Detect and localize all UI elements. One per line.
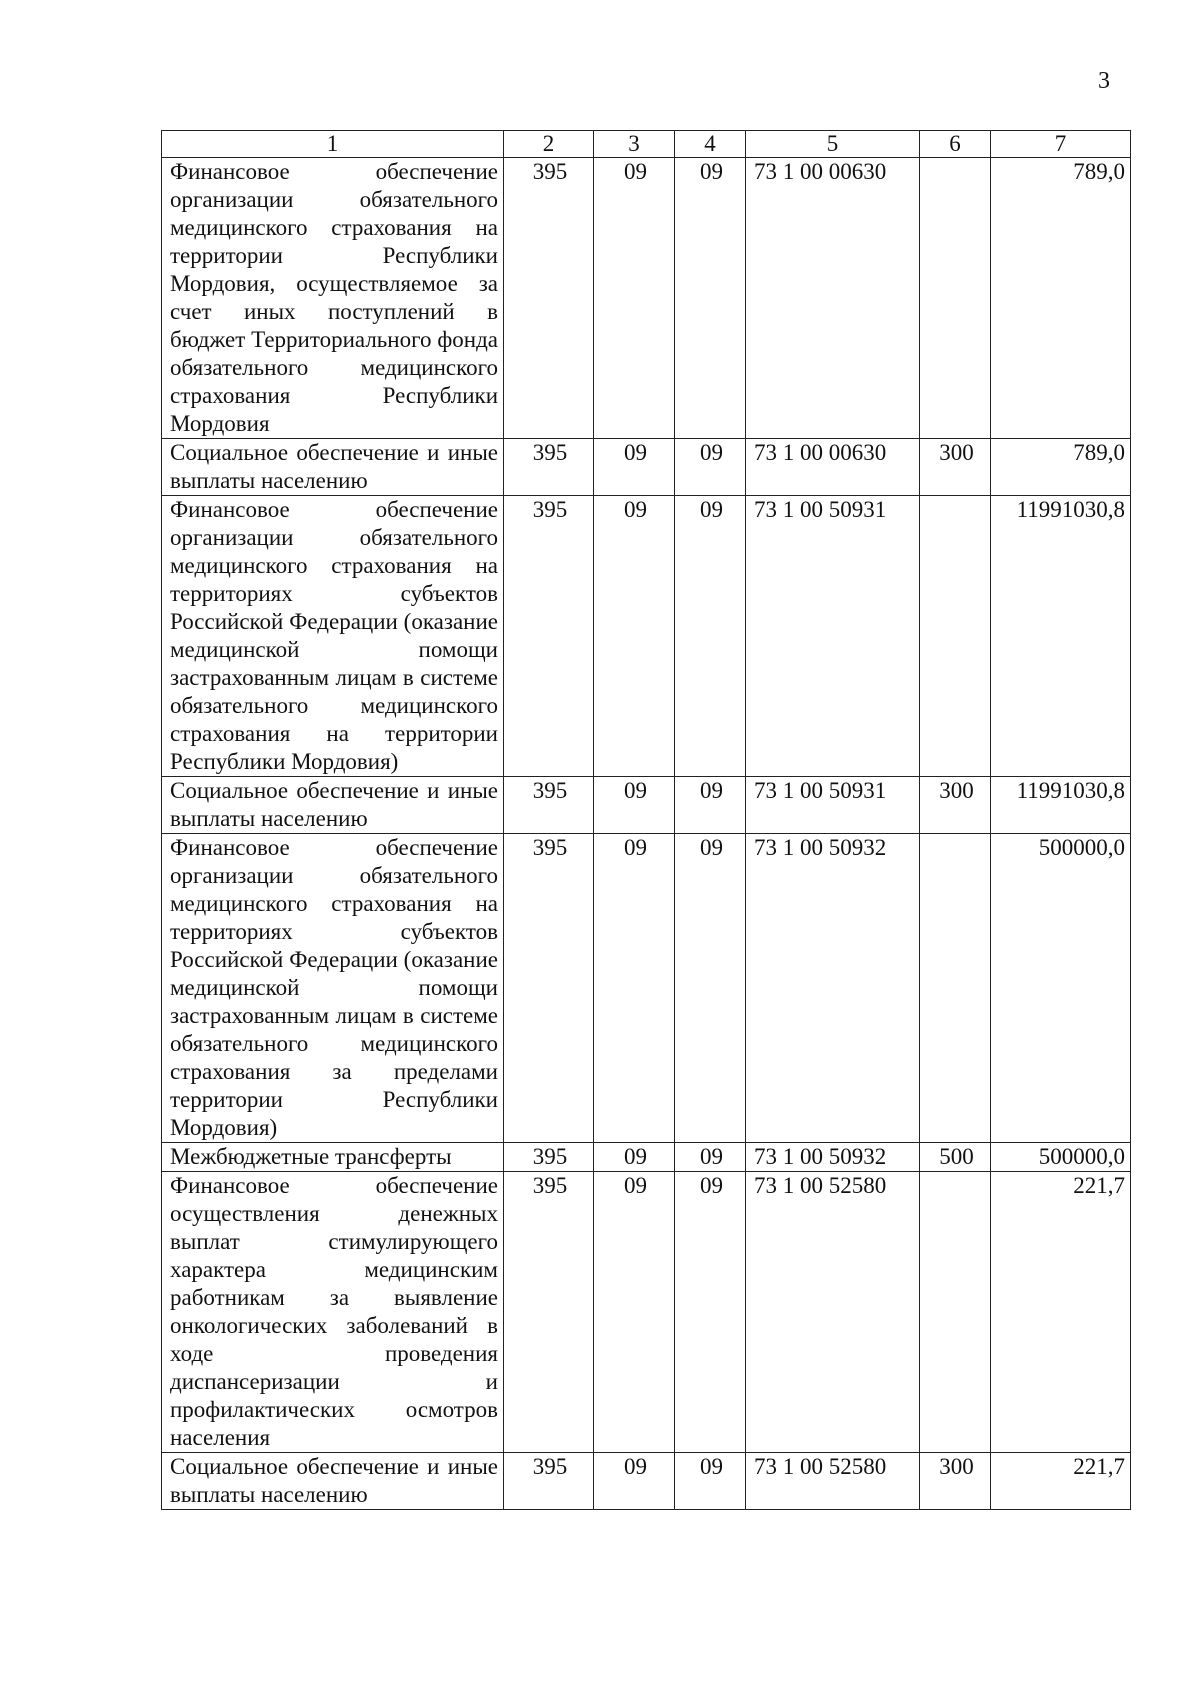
grbs-cell: 395	[504, 1453, 594, 1510]
budget-table	[161, 130, 1131, 1510]
amount-cell: 789,0	[991, 439, 1131, 496]
column-header: 5	[746, 131, 920, 158]
table-row	[162, 777, 1131, 834]
amount-cell: 221,7	[991, 1453, 1131, 1510]
column-header: 1	[162, 131, 504, 158]
grbs-cell: 395	[504, 439, 594, 496]
grbs-cell: 395	[504, 496, 594, 777]
section-cell: 09	[594, 834, 675, 1143]
subsection-cell: 09	[675, 1143, 746, 1172]
section-cell: 09	[594, 496, 675, 777]
table-row	[162, 1143, 1131, 1172]
subsection-cell: 09	[675, 496, 746, 777]
target-article-cell: 73 1 00 50931	[746, 777, 920, 834]
expense-type-cell: 300	[920, 1453, 991, 1510]
section-cell: 09	[594, 158, 675, 439]
row-name-cell: Финансовое обеспечение осуществления денежных выплат стимулирующего характера медицинским работникам за выявление онкологических заболеваний в ходе проведения диспансеризации и профилактических осмотров населения	[162, 1172, 504, 1453]
subsection-cell: 09	[675, 1172, 746, 1453]
target-article-cell: 73 1 00 52580	[746, 1453, 920, 1510]
column-header: 2	[504, 131, 594, 158]
amount-cell: 221,7	[991, 1172, 1131, 1453]
grbs-cell: 395	[504, 777, 594, 834]
expense-type-cell	[920, 1172, 991, 1453]
row-name-cell: Социальное обеспечение и иные выплаты населению	[162, 439, 504, 496]
amount-cell: 500000,0	[991, 834, 1131, 1143]
expense-type-cell: 300	[920, 439, 991, 496]
row-name-cell: Финансовое обеспечение организации обязательного медицинского страхования на территории Республики Мордовия, осуществляемое за счет иных поступлений в бюджет Территориального фонда обязательного медицинского страхования Республики Мордовия	[162, 158, 504, 439]
target-article-cell: 73 1 00 00630	[746, 439, 920, 496]
row-name-cell: Социальное обеспечение и иные выплаты населению	[162, 777, 504, 834]
row-name-cell: Социальное обеспечение и иные выплаты населению	[162, 1453, 504, 1510]
grbs-cell: 395	[504, 1172, 594, 1453]
row-name-cell: Финансовое обеспечение организации обязательного медицинского страхования на территориях субъектов Российской Федерации (оказание медицинской помощи застрахованным лицам в системе обязательного медицинского страхования на территории Республики Мордовия)	[162, 496, 504, 777]
column-header: 4	[675, 131, 746, 158]
expense-type-cell: 500	[920, 1143, 991, 1172]
column-header: 6	[920, 131, 991, 158]
row-name-cell: Межбюджетные трансферты	[162, 1143, 504, 1172]
section-cell: 09	[594, 439, 675, 496]
table-row	[162, 496, 1131, 777]
table-header-row	[162, 131, 1131, 158]
amount-cell: 500000,0	[991, 1143, 1131, 1172]
amount-cell: 11991030,8	[991, 777, 1131, 834]
target-article-cell: 73 1 00 50932	[746, 1143, 920, 1172]
section-cell: 09	[594, 1453, 675, 1510]
section-cell: 09	[594, 777, 675, 834]
table-row	[162, 1453, 1131, 1510]
row-name-cell: Финансовое обеспечение организации обязательного медицинского страхования на территориях субъектов Российской Федерации (оказание медицинской помощи застрахованным лицам в системе обязательного медицинского страхования за пределами территории Республики Мордовия)	[162, 834, 504, 1143]
target-article-cell: 73 1 00 00630	[746, 158, 920, 439]
expense-type-cell: 300	[920, 777, 991, 834]
grbs-cell: 395	[504, 158, 594, 439]
table-row	[162, 1172, 1131, 1453]
grbs-cell: 395	[504, 1143, 594, 1172]
subsection-cell: 09	[675, 158, 746, 439]
subsection-cell: 09	[675, 777, 746, 834]
section-cell: 09	[594, 1143, 675, 1172]
amount-cell: 11991030,8	[991, 496, 1131, 777]
table-row	[162, 439, 1131, 496]
expense-type-cell	[920, 158, 991, 439]
column-header: 3	[594, 131, 675, 158]
target-article-cell: 73 1 00 50932	[746, 834, 920, 1143]
subsection-cell: 09	[675, 1453, 746, 1510]
grbs-cell: 395	[504, 834, 594, 1143]
page-number: 3	[1098, 68, 1110, 94]
subsection-cell: 09	[675, 439, 746, 496]
table-row	[162, 834, 1131, 1143]
subsection-cell: 09	[675, 834, 746, 1143]
expense-type-cell	[920, 834, 991, 1143]
amount-cell: 789,0	[991, 158, 1131, 439]
section-cell: 09	[594, 1172, 675, 1453]
table-row	[162, 158, 1131, 439]
target-article-cell: 73 1 00 52580	[746, 1172, 920, 1453]
expense-type-cell	[920, 496, 991, 777]
column-header: 7	[991, 131, 1131, 158]
target-article-cell: 73 1 00 50931	[746, 496, 920, 777]
